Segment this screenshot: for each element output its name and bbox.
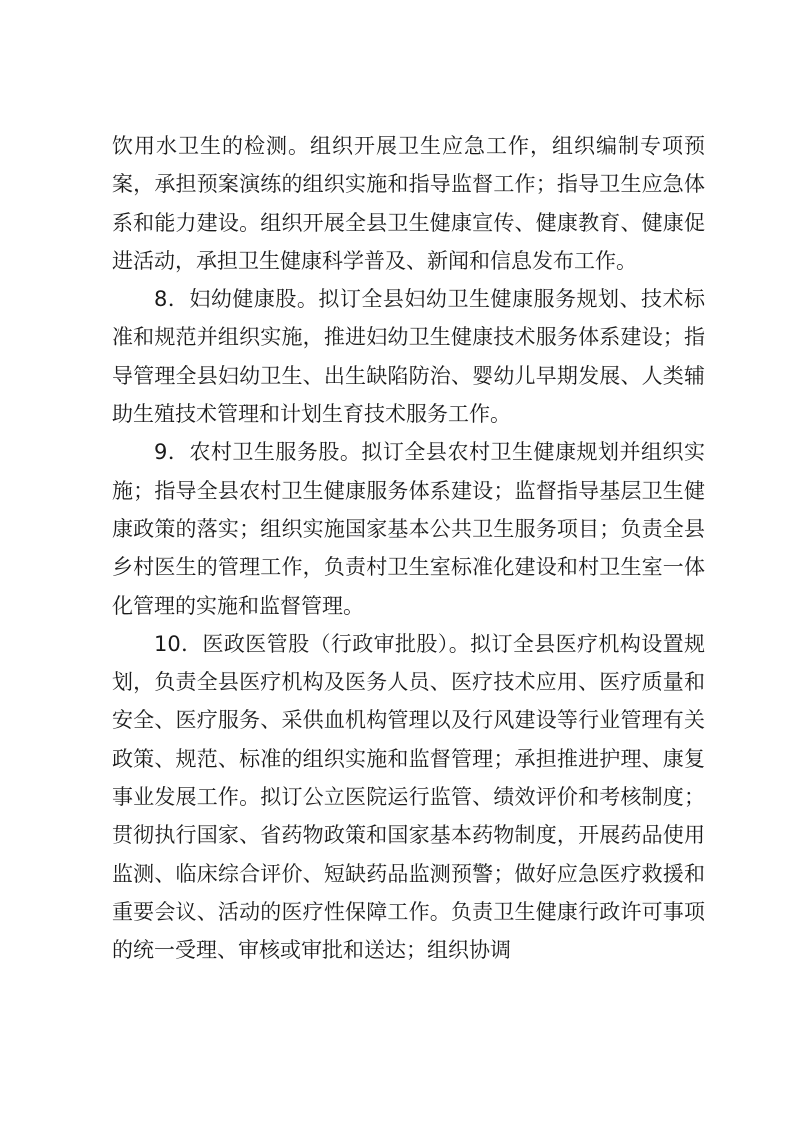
paragraph-water-emergency: 饮用水卫生的检测。组织开展卫生应急工作，组织编制专项预案，承担预案演练的组织实施和指导监督工作；指导卫生应急体系和能力建设。组织开展全县卫生健康宣传、健康教育、健康促进活动，承担卫生健康科学普及、新闻和信息发布工作。 (112, 134, 705, 273)
paragraph-medical-administration: 10．医政医管股（行政审批股）。拟订全县医疗机构设置规划，负责全县医疗机构及医务人员、医疗技术应用、医疗质量和安全、医疗服务、采供血机构管理以及行风建设等行业管理有关政策、规范、标准的组织实施和监督管理；承担推进护理、康复事业发展工作。拟订公立医院运行监管、绩效评价和考核制度；贯彻执行国家、省药物政策和国家基本药物制度，开展药品使用监测、临床综合评价、短缺药品监测预警；做好应急医疗救援和重要会议、活动的医疗性保障工作。负责卫生健康行政许可事项的统一受理、审核或审批和送达；组织协调 (112, 631, 705, 963)
document-body (112, 127, 705, 970)
paragraph-rural-health-service: 9．农村卫生服务股。拟订全县农村卫生健康规划并组织实施；指导全县农村卫生健康服务体系建设；监督指导基层卫生健康政策的落实；组织实施国家基本公共卫生服务项目；负责全县乡村医生的管理工作，负责村卫生室标准化建设和村卫生室一体化管理的实施和监督管理。 (112, 440, 705, 618)
paragraph-maternal-child-health: 8．妇幼健康股。拟订全县妇幼卫生健康服务规划、技术标准和规范并组织实施，推进妇幼卫生健康技术服务体系建设；指导管理全县妇幼卫生、出生缺陷防治、婴幼儿早期发展、人类辅助生殖技术管理和计划生育技术服务工作。 (112, 287, 705, 427)
